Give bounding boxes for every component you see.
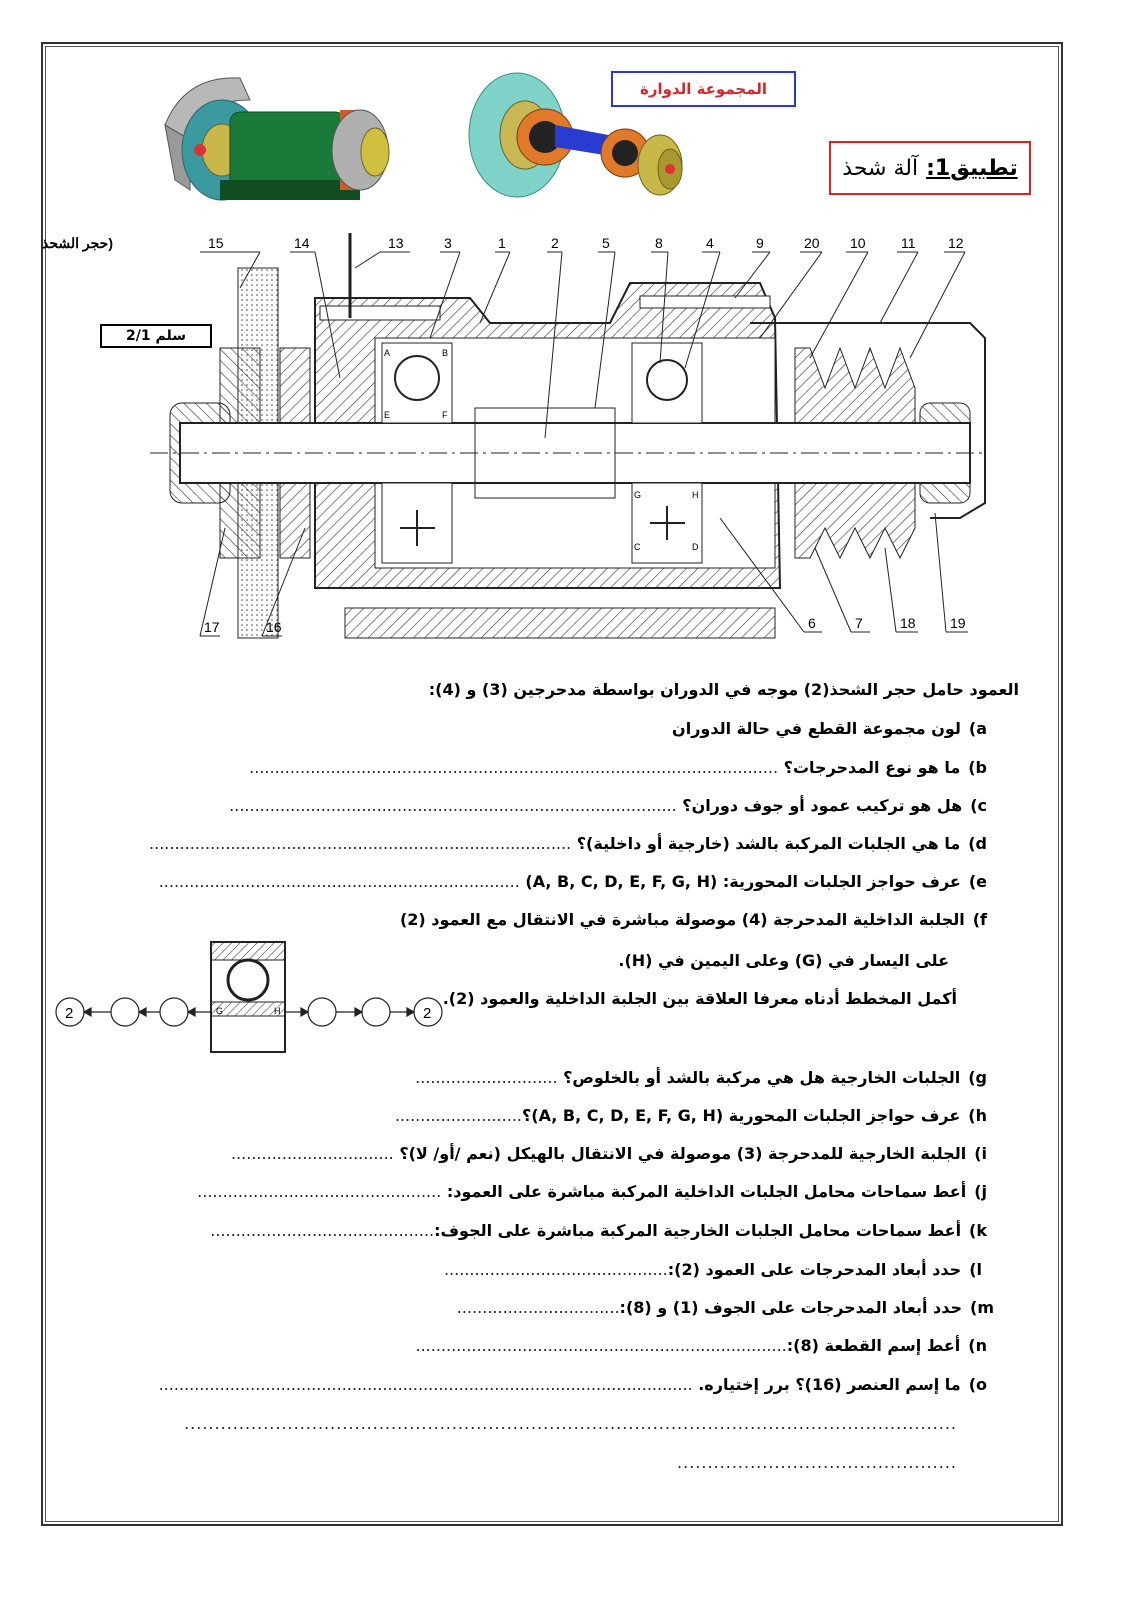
callout-14: 14 [294,235,310,251]
intro-statement: العمود حامل حجر الشحذ(2) موجه في الدوران بواسطة مدحرجين (3) و (4): [428,680,1019,699]
race-letter-c: C [634,542,641,552]
question-k: k)أعط سماحات محامل الجلبات الخارجية المركبة مباشرة على الجوف:............................................ [210,1221,987,1240]
callout-6: 6 [808,615,816,631]
race-letter-b: B [442,348,449,358]
scale-label: سلم 2/1 [126,328,186,344]
exercise-title [829,141,1031,195]
race-letter-e: E [384,410,391,420]
answer-line-2[interactable]: .............................................. [677,1453,957,1472]
callout-12: 12 [948,235,964,251]
question-b: b)ما هو نوع المدحرجات؟ ........................................................................................................ [249,758,987,777]
question-m: m)حدد أبعاد المدحرجات على الجوف (1) و (8):................................ [456,1298,994,1317]
question-f-line3: أكمل المخطط أدناه معرفا العلاقة بين الجلبة الداخلية والعمود (2). [442,989,957,1008]
question-n: n)أعط إسم القطعة (8):......................................................................... [415,1336,987,1355]
grinder-3d-image [160,70,395,210]
question-f-line2: على اليسار في (G) وعلى اليمين في (H). [618,951,949,970]
question-o: o)ما إسم العنصر (16)؟ برر إختياره. ......................................................................................................... [158,1375,987,1394]
race-letter-f: F [442,410,448,420]
question-j: j)أعط سماحات محامل الجلبات الداخلية المركبة مباشرة على العمود: ................................................ [197,1182,987,1201]
chain-node-l2[interactable] [160,998,188,1026]
callout-17: 17 [204,619,220,635]
question-g: g)الجلبات الخارجية هل هي مركبة بالشد أو بالخلوص؟ ............................ [415,1068,987,1087]
question-c: c)هل هو تركيب عمود أو جوف دوران؟ ........................................................................................ [229,796,987,815]
callout-2: 2 [551,235,559,251]
race-letter-g: G [634,490,642,500]
bearing-link-diagram [56,940,456,1055]
callout-16: 16 [266,619,282,635]
question-l: l)حدد أبعاد المدحرجات على العمود (2):............................................ [443,1260,982,1279]
question-h: h)عرف حواجز الجلبات المحورية (A, B, C, D, E, F, G, H)؟......................... [394,1106,987,1125]
chain-node-r1[interactable] [308,998,336,1026]
callout-11: 11 [901,235,916,251]
callout-20: 20 [804,235,820,251]
callout-15: 15 [208,235,224,251]
question-i: i)الجلبة الخارجية للمدحرجة (3) موصولة في الانتقال بالهيكل (نعم /أو/ لا)؟ ................................ [231,1144,987,1163]
question-f: f)الجلبة الداخلية المدحرجة (4) موصولة مباشرة في الانتقال مع العمود (2) [399,910,987,929]
question-d: d)ما هي الجلبات المركبة بالشد (خارجية أو داخلية)؟ ................................................................................... [149,834,987,853]
callout-7: 7 [855,615,863,631]
race-letter-a: A [384,348,391,358]
scale-box [100,324,212,348]
race-letter-h: H [692,490,699,500]
callout-13: 13 [388,235,404,251]
stone-label: (حجر الشحذ [42,235,113,251]
rotating-group-3d-image [465,65,695,210]
race-letter-d: D [692,542,699,552]
callout-19: 19 [950,615,966,631]
rotating-group-label: المجموعة الدوارة [611,71,796,107]
chain-letter-g: G [216,1006,224,1016]
chain-end-label-left: 2 [65,1005,74,1022]
callout-8: 8 [655,235,663,251]
callout-4: 4 [706,235,714,251]
callout-10: 10 [850,235,866,251]
chain-node-r2[interactable] [362,998,390,1026]
chain-letter-h: H [274,1006,281,1016]
callout-9: 9 [756,235,764,251]
exercise-number: تطبيق1: [926,155,1018,181]
callout-3: 3 [444,235,452,251]
chain-node-l1[interactable] [111,998,139,1026]
question-e: e)عرف حواجز الجلبات المحورية: (A, B, C, D, E, F, G, H) ....................................................................... [158,872,987,891]
machine-name: آلة شحذ [842,155,919,181]
callout-18: 18 [900,615,916,631]
assembly-drawing [42,228,990,648]
callout-5: 5 [602,235,610,251]
chain-end-label-right: 2 [423,1005,432,1022]
callout-1: 1 [498,235,506,251]
question-a: a)لون مجموعة القطع في حالة الدوران [672,719,987,738]
answer-line-1[interactable]: ............................................................................................................................... [184,1414,957,1433]
